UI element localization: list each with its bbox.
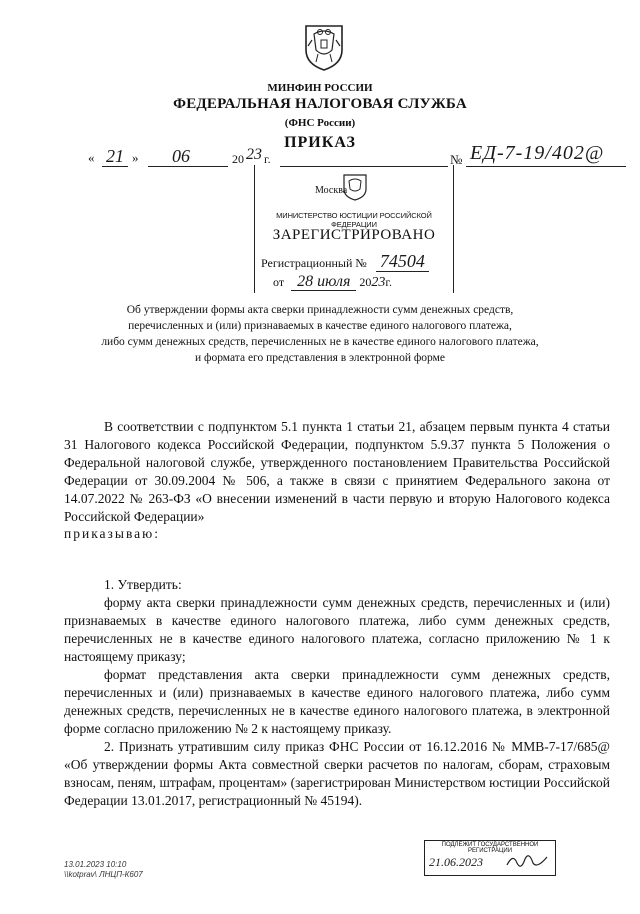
stamp-city: Москва (315, 185, 348, 196)
day-underline (102, 166, 128, 167)
service-abbrev: (ФНС России) (284, 117, 356, 129)
file-footer (64, 860, 143, 880)
order-number: ЕД-7-19/402@ (470, 142, 605, 164)
stamp-registered: ЗАРЕГИСТРИРОВАНО (272, 227, 436, 243)
sign-box-line1: ПОДЛЕЖИТ ГОСУДАРСТВЕННОЙ (441, 842, 539, 848)
footer-file: \\kotprav\ ЛНЦП-К607 (64, 870, 143, 879)
title-line: Об утверждении формы акта сверки принадлежности сумм денежных средств, (126, 304, 514, 316)
title-line: перечисленных и (или) признаваемых в качестве единого налогового платежа, (128, 320, 512, 332)
order-year-letter: г. (264, 152, 271, 166)
order-year-suffix: 23 (246, 146, 262, 163)
number-underline (466, 166, 626, 167)
month-underline (148, 166, 228, 167)
quote-open: « (88, 150, 95, 165)
order-year-prefix: 20 (232, 152, 244, 166)
title-line: и формата его представления в электронной форме (194, 352, 446, 364)
item1-heading: 1. Утвердить: (104, 577, 182, 592)
stamp-reg-line (261, 251, 429, 272)
stamp-date-hand: 28 июля (291, 273, 356, 291)
service-header: ФЕДЕРАЛЬНАЯ НАЛОГОВАЯ СЛУЖБА (173, 96, 467, 112)
title-line: либо сумм денежных средств, перечисленных не в качестве единого налогового платежа, (101, 336, 539, 348)
order-word: приказываю: (64, 526, 160, 541)
stamp-date-prefix: от (273, 275, 285, 289)
sign-box-line2: РЕГИСТРАЦИИ (467, 848, 513, 854)
registration-stamp (254, 165, 454, 293)
stamp-year-letter: г. (385, 275, 392, 289)
sign-box-date: 21.06.2023 (429, 855, 483, 869)
stamp-ministry: МИНИСТЕРСТВО ЮСТИЦИИ РОССИЙСКОЙ ФЕДЕРАЦИИ (276, 211, 432, 229)
order-day: 21 (106, 146, 124, 166)
preamble-paragraph: В соответствии с подпунктом 5.1 пункта 1 статьи 21, абзацем первым пункта 4 статьи 31 Налогового кодекса Российской Федерации, подпунктом 5.9.37 пункта 5 Положения о Федеральной налоговой службе, утвержденного постановлением Правительства Российской Федерации от 30.09.2004 № 506, а также в связи с принятием Федерального закона от 14.07.2022 № 263-ФЗ «О внесении изменений в части первую и вторую Налогового кодекса Российской Федерации» (64, 419, 610, 524)
quote-close: » (132, 150, 139, 165)
stamp-reg-label: Регистрационный № (261, 256, 367, 270)
ministry-header: МИНФИН РОССИИ (267, 82, 373, 94)
order-title (0, 302, 640, 366)
item1-paragraph-a: форму акта сверки принадлежности сумм денежных средств, перечисленных и (или) признаваемых в качестве единого налогового платежа, либо сумм денежных средств, перечисленных не в качестве единого налогового платежа, согласно приложению № 1 к настоящему приказу; (64, 595, 610, 664)
coat-of-arms-emblem (302, 20, 346, 72)
doc-type-title: ПРИКАЗ (284, 134, 356, 151)
order-month: 06 (172, 146, 190, 166)
registration-note-box (424, 840, 556, 876)
stamp-reg-number: 74504 (376, 251, 429, 272)
stamp-date-line (273, 273, 392, 291)
footer-timestamp: 13.01.2023 10:10 (64, 860, 127, 869)
stamp-year-suffix: 23 (371, 275, 386, 290)
number-sign: № (450, 152, 463, 167)
stamp-year-prefix: 20 (359, 275, 372, 289)
item2-paragraph: 2. Признать утратившим силу приказ ФНС России от 16.12.2016 № ММВ-7-17/685@ «Об утверждении формы Акта совместной сверки расчетов по налогам, сборам, страховым взносам, пеням, штрафам, процентам» (зарегистрирован Министерством юстиции Российской Федерации 13.01.2017, регистрационный № 45194). (64, 739, 610, 808)
item1-paragraph-b: формат представления акта сверки принадлежности сумм денежных средств, перечисленных и (или) признаваемых в качестве единого налогового платежа, либо сумм денежных средств, перечисленных не в качестве единого налогового платежа, в электронной форме согласно приложению № 2 к настоящему приказу. (64, 667, 610, 736)
signature-mark (505, 851, 549, 871)
